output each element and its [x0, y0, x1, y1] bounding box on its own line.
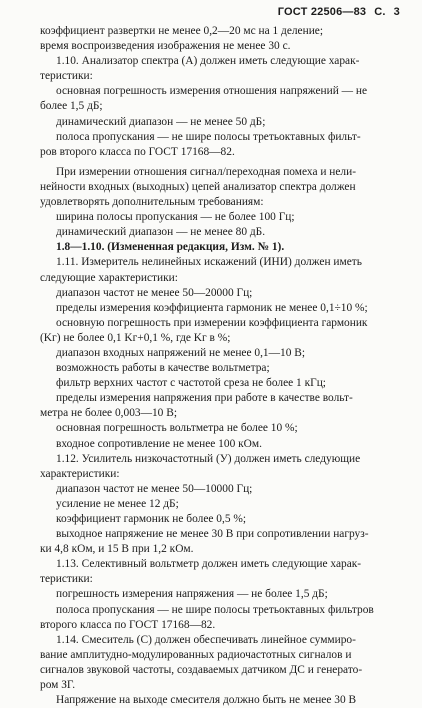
text-line: время воспроизведения изображения не менее 30 с. [40, 40, 291, 53]
text-line: теристики: [40, 573, 93, 586]
text-line: характеристики: [40, 467, 120, 480]
text-line: (Kг) не более 0,1 Kг+0,1 %, где Kг в %; [40, 331, 231, 344]
text-line: Напряжение на выходе смесителя должно быть не менее 30 В [56, 694, 357, 707]
text-line: возможность работы в качестве вольтметра; [56, 362, 270, 375]
page-number: 3 [393, 6, 400, 18]
text-line: выходное напряжение не менее 30 В при сопротивлении нагруз- [56, 528, 369, 541]
text-line: основную погрешность при измерении коэффициента гармоник [56, 316, 368, 329]
page-label: С. [374, 6, 386, 18]
text-line: ширина полосы пропускания — не более 100 Гц; [56, 211, 295, 224]
text-line: усиление не менее 12 дБ; [56, 497, 179, 510]
text-line: удовлетворять дополнительным требованиям: [40, 196, 264, 209]
text-line: 1.10. Анализатор спектра (А) должен иметь следующие харак- [56, 55, 360, 68]
text-line: При измерении отношения сигнал/переходная помеха и нели- [56, 165, 357, 178]
text-line: следующие характеристики: [40, 271, 178, 284]
text-line: входное сопротивление не менее 100 кОм. [56, 437, 262, 450]
text-line: метра не более 0,003—10 В; [40, 407, 177, 420]
text-line: ки 4,8 кОм, и 15 В при 1,2 кОм. [40, 543, 194, 556]
text-line: основная погрешность измерения отношения напряжений — не [56, 85, 368, 98]
text-line: пределы измерения коэффициента гармоник не менее 0,1÷10 %; [56, 301, 368, 314]
text-line: нейности входных (выходных) цепей анализатор спектра должен [40, 180, 356, 193]
text-line: динамический диапазон — не менее 50 дБ; [56, 115, 266, 128]
text-line: полоса пропускания — не шире полосы третьоктавных фильтров [56, 603, 374, 616]
text-line: погрешность измерения напряжения — не более 1,5 дБ; [56, 588, 328, 601]
text-line: коэффициент развертки не менее 0,2—20 мс на 1 деление; [40, 25, 324, 37]
text-line: вание амплитудно-модулированных радиочастотных сигналов и [40, 648, 352, 661]
text-line: полоса пропускания — не шире полосы третьоктавных фильт- [56, 130, 361, 143]
text-line: динамический диапазон — не менее 80 дБ. [56, 226, 266, 239]
text-line: коэффициент гармоник не более 0,5 %; [56, 513, 247, 525]
text-line: 1.12. Усилитель низкочастотный (У) должен иметь следующие [56, 452, 361, 465]
text-line: диапазон входных напряжений не менее 0,1—10 В; [56, 346, 306, 359]
text-line: диапазон частот не менее 50—10000 Гц; [56, 482, 253, 495]
text-line: 1.11. Измеритель нелинейных искажений (ИНИ) должен иметь [56, 256, 362, 269]
text-line: пределы измерения напряжения при работе в качестве вольт- [56, 392, 353, 405]
text-line: второго класса по ГОСТ 17168—82. [40, 618, 216, 631]
text-line: 1.13. Селективный вольтметр должен иметь следующие харак- [56, 558, 362, 571]
standard-number: ГОСТ 22506—83 [277, 6, 367, 18]
text-line: основная погрешность вольтметра не более 10 %; [56, 422, 298, 435]
text-line: 1.14. Смеситель (С) должен обеспечивать линейное суммиро- [56, 633, 356, 646]
document-body [40, 24, 400, 708]
text-line: ром ЗГ. [40, 679, 76, 692]
amendment-note: 1.8—1.10. (Измененная редакция, Изм. № 1). [56, 241, 285, 254]
text-line: теристики: [40, 70, 93, 83]
text-line: более 1,5 дБ; [40, 100, 103, 113]
text-line: ров второго класса по ГОСТ 17168—82. [40, 145, 235, 158]
page-header [270, 6, 400, 18]
text-line: сигналов звуковой частоты, создаваемых датчиком ДС и генерато- [40, 663, 363, 676]
text-line: диапазон частот не менее 50—20000 Гц; [56, 286, 253, 299]
text-line: фильтр верхних частот с частотой среза не более 1 кГц; [56, 377, 326, 390]
